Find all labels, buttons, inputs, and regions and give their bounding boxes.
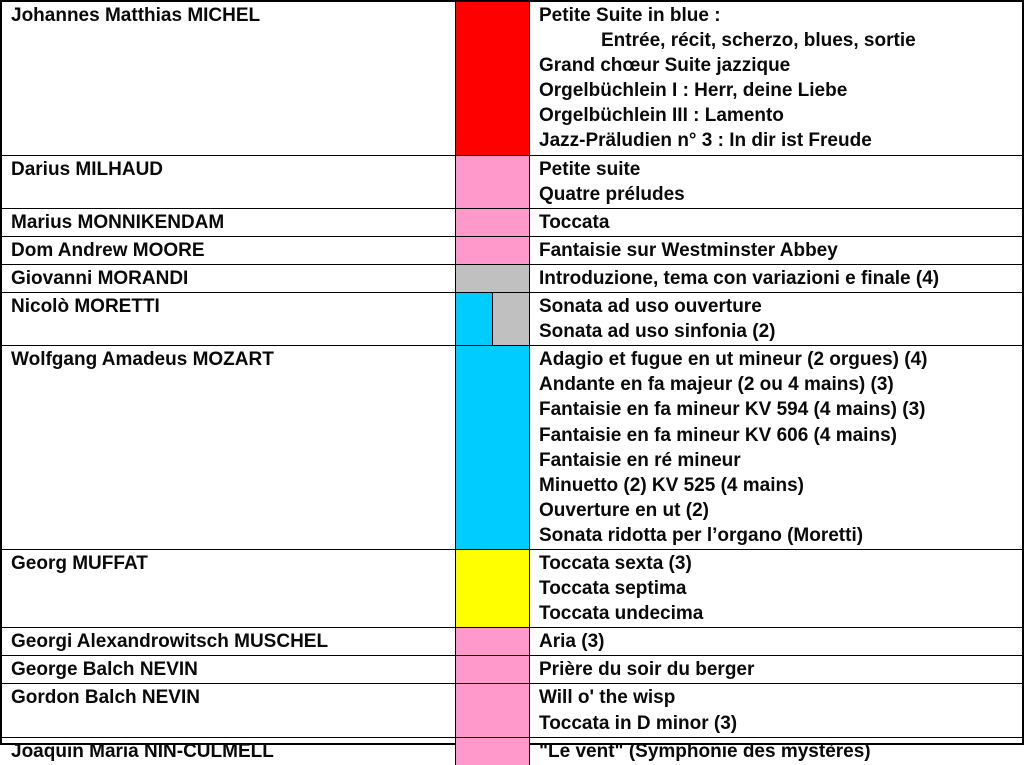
category-color-cell (455, 346, 530, 549)
work-title: Andante en fa majeur (2 ou 4 mains) (3) (539, 374, 894, 396)
table-row (2, 237, 1022, 265)
works-list (530, 550, 1022, 627)
works-list (530, 628, 1022, 655)
composer-name: Joaquin Maria NIN-CULMELL (11, 740, 274, 762)
works-list (530, 293, 1022, 345)
work-title: Toccata (539, 211, 610, 233)
work-title: Jazz-Präludien n° 3 : In dir ist Freude (539, 130, 872, 152)
category-color-cell (455, 738, 530, 765)
works-list (530, 656, 1022, 683)
work-title: Orgelbüchlein III : Lamento (539, 105, 784, 127)
table-row (2, 156, 1022, 209)
category-color-cell (455, 684, 530, 736)
work-title: Ouverture en ut (2) (539, 499, 709, 521)
work-title: Aria (3) (539, 631, 605, 653)
work-title: "Le vent" (Symphonie des mystères) (539, 740, 871, 762)
category-color-cell (455, 628, 530, 655)
work-title: Grand chœur Suite jazzique (539, 55, 791, 77)
works-list (530, 265, 1022, 292)
table-row (2, 656, 1022, 684)
composer-name: Georg MUFFAT (11, 552, 148, 574)
work-title: Petite Suite in blue : (539, 5, 721, 26)
work-title: Introduzione, tema con variazioni e finale (4) (539, 267, 940, 289)
works-list (530, 738, 1022, 765)
pink-color-swatch (456, 156, 529, 208)
pink-color-swatch (456, 684, 529, 736)
category-color-cell (455, 656, 530, 683)
composer-name: Johannes Matthias MICHEL (11, 5, 261, 26)
composer-name: Giovanni MORANDI (11, 267, 189, 289)
works-list (530, 346, 1022, 549)
table-row (2, 628, 1022, 656)
works-list (530, 156, 1022, 208)
gray-color-swatch (492, 293, 529, 345)
work-title: Sonata ad uso ouverture (539, 296, 762, 318)
work-title: Sonata ridotta per l’organo (Moretti) (539, 524, 864, 546)
works-list (530, 209, 1022, 236)
work-title: Sonata ad uso sinfonia (2) (539, 321, 776, 343)
composer-name: Darius MILHAUD (11, 158, 164, 180)
category-color-cell (455, 2, 530, 155)
table-row (2, 2, 1022, 156)
composer-name: Georgi Alexandrowitsch MUSCHEL (11, 631, 329, 653)
pink-color-swatch (456, 628, 529, 655)
cyan-color-swatch (456, 346, 529, 549)
work-title: Entrée, récit, scherzo, blues, sortie (601, 30, 916, 52)
composer-name: Nicolò MORETTI (11, 296, 160, 318)
pink-color-swatch (456, 237, 529, 264)
work-title: Minuetto (2) KV 525 (4 mains) (539, 474, 804, 496)
works-list (530, 684, 1022, 736)
composer-name: George Balch NEVIN (11, 659, 198, 681)
table-row (2, 346, 1022, 550)
category-color-cell (455, 209, 530, 236)
composer-name: Dom Andrew MOORE (11, 239, 205, 261)
work-title: Fantaisie sur Westminster Abbey (539, 239, 838, 261)
pink-color-swatch (456, 209, 529, 236)
composer-name: Gordon Balch NEVIN (11, 687, 200, 709)
work-title: Petite suite (539, 158, 641, 180)
work-title: Fantaisie en ré mineur (539, 449, 741, 471)
work-title: Toccata undecima (539, 603, 704, 625)
work-title: Quatre préludes (539, 183, 685, 205)
category-color-cell (455, 237, 530, 264)
gray-color-swatch (456, 265, 529, 292)
composer-name: Marius MONNIKENDAM (11, 211, 225, 233)
work-title: Fantaisie en fa mineur KV 594 (4 mains) (3) (539, 399, 926, 421)
yellow-color-swatch (456, 550, 529, 627)
table-row (2, 550, 1022, 628)
red-color-swatch (456, 2, 529, 155)
table-row (2, 684, 1022, 737)
works-list (530, 237, 1022, 264)
table-row (2, 738, 1022, 765)
pink-color-swatch (456, 738, 529, 765)
category-color-cell (455, 156, 530, 208)
work-title: Toccata sexta (3) (539, 552, 692, 574)
table-row (2, 265, 1022, 293)
work-title: Adagio et fugue en ut mineur (2 orgues) (4) (539, 349, 928, 371)
category-color-cell (455, 265, 530, 292)
work-title: Will o' the wisp (539, 687, 676, 709)
work-title: Fantaisie en fa mineur KV 606 (4 mains) (539, 424, 897, 446)
table-row (2, 209, 1022, 237)
cyan-color-swatch (456, 293, 492, 345)
works-list (530, 2, 1022, 155)
work-title: Toccata in D minor (3) (539, 712, 738, 734)
category-color-cell (455, 550, 530, 627)
table-row (2, 293, 1022, 346)
category-color-cell (455, 293, 530, 345)
pink-color-swatch (456, 656, 529, 683)
composer-name: Wolfgang Amadeus MOZART (11, 349, 274, 371)
work-title: Orgelbüchlein I : Herr, deine Liebe (539, 80, 848, 102)
work-title: Prière du soir du berger (539, 659, 755, 681)
work-title: Toccata septima (539, 578, 687, 600)
